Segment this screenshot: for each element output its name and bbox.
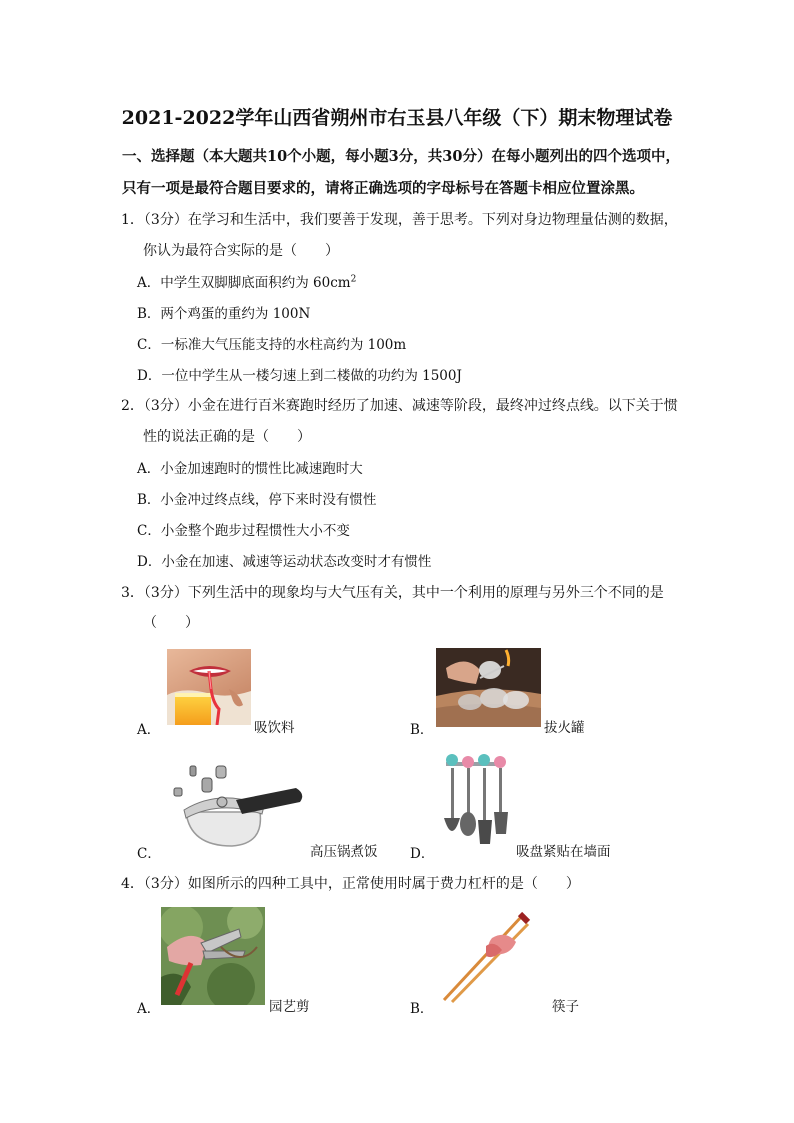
question-4-option-b-letter: B． [410, 1001, 434, 1017]
question-3-option-b-letter: B． [410, 722, 434, 738]
question-3-option-a-caption: 吸饮料 [254, 720, 295, 736]
question-4-option-a-letter: A． [137, 1001, 161, 1017]
question-2-option-d: D．小金在加速、减速等运动状态改变时才有惯性 [137, 554, 432, 570]
question-2-option-c: C．小金整个跑步过程惯性大小不变 [137, 523, 350, 539]
cupping-image [436, 648, 541, 727]
pressure-cooker-image [160, 760, 307, 850]
question-1-stem-cont: 你认为最符合实际的是（ ） [143, 243, 339, 259]
question-1-stem: 1．（3分）在学习和生活中，我们要善于发现，善于思考。下列对身边物理量估测的数据， [121, 212, 678, 228]
drinking-straw-image [167, 649, 251, 725]
question-4-option-b-caption: 筷子 [552, 999, 579, 1015]
question-1-option-a: A．中学生双脚脚底面积约为 $60cm^2$ [137, 274, 357, 291]
question-3-option-b-caption: 拔火罐 [544, 720, 585, 736]
question-3-option-a-letter: A． [137, 722, 161, 738]
question-3-stem-cont: （ ） [143, 615, 199, 631]
question-2-option-a: A．小金加速跑时的惯性比减速跑时大 [137, 461, 363, 477]
question-1-option-b: B．两个鸡蛋的重约为 100N [137, 306, 311, 322]
section-instruction-line2: 只有一项是最符合题目要求的，请将正确选项的字母标号在答题卡相应位置涂黑。 [122, 180, 644, 197]
question-3-option-c-caption: 高压锅煮饭 [310, 844, 378, 860]
question-4-stem: 4．（3分）如图所示的四种工具中，正常使用时属于费力杠杆的是（ ） [121, 876, 580, 892]
question-2-stem-cont: 性的说法正确的是（ ） [143, 429, 311, 445]
question-3-option-d-caption: 吸盘紧贴在墙面 [516, 844, 611, 860]
page-title: 2021-2022学年山西省朔州市右玉县八年级（下）期末物理试卷 [121, 107, 673, 129]
suction-cup-hooks-image [436, 752, 516, 850]
question-3-option-d-letter: D． [410, 846, 435, 862]
question-4-option-a-caption: 园艺剪 [269, 999, 310, 1015]
question-2-stem: 2．（3分）小金在进行百米赛跑时经历了加速、减速等阶段，最终冲过终点线。以下关于惯 [121, 398, 678, 414]
question-1-option-d: D．一位中学生从一楼匀速上到二楼做的功约为 1500J [137, 368, 462, 384]
chopsticks-image [436, 910, 532, 1006]
section-instruction-line1: 一、选择题（本大题共10个小题，每小题3分，共30分）在每小题列出的四个选项中， [122, 148, 680, 165]
question-3-stem: 3．（3分）下列生活中的现象均与大气压有关，其中一个利用的原理与另外三个不同的是 [121, 585, 664, 601]
question-2-option-b: B．小金冲过终点线，停下来时没有惯性 [137, 492, 377, 508]
question-1-option-c: C．一标准大气压能支持的水柱高约为 100m [137, 337, 407, 353]
question-3-option-c-letter: C． [137, 846, 161, 862]
garden-shears-image [161, 907, 265, 1005]
